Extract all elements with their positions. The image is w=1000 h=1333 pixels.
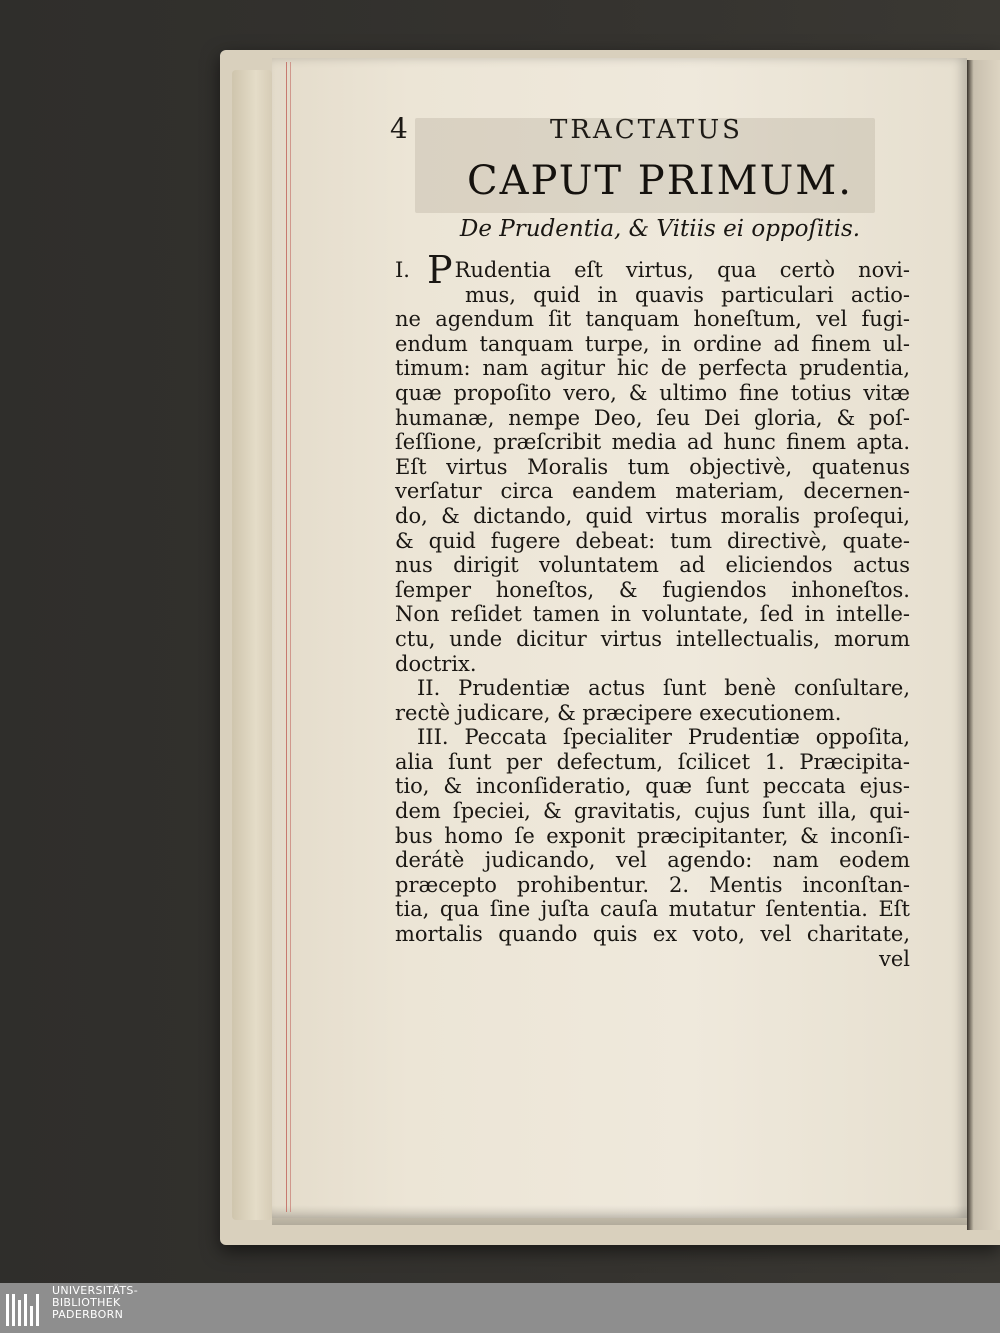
text-line: II. Prudentiæ actus ſunt benè conſultare, [417, 676, 910, 701]
text-line: Non reſidet tamen in voluntate, ſed in intelle- [395, 602, 910, 627]
logo-line: UNIVERSITÄTS- [52, 1284, 138, 1297]
text-line: ne agendum ſit tanquam honeſtum, vel fugi- [395, 307, 910, 332]
running-head [390, 112, 810, 152]
text-line: timum: nam agitur hic de perfecta prudentia, [395, 356, 910, 381]
text-line: humanæ, nempe Deo, ſeu Dei gloria, & poſ- [395, 405, 910, 430]
text-line: mortalis quando quis ex voto, vel charitate, [395, 922, 910, 947]
text-line: præcepto prohibentur. 2. Mentis inconſtan- [395, 872, 910, 897]
catchword: vel [878, 946, 910, 971]
text-line: do, & dictando, quid virtus moralis proſequi, [395, 503, 910, 528]
text-line: alia ſunt per defectum, ſcilicet 1. Præcipita- [395, 749, 910, 774]
drop-cap: P [427, 248, 453, 292]
red-page-edge [286, 62, 287, 1212]
body-text [395, 248, 910, 971]
page-shadow [272, 1205, 967, 1225]
text-line: tia, qua ſine juſta cauſa mutatur ſententia. Eſt [395, 897, 910, 922]
logo-line: BIBLIOTHEK [52, 1296, 121, 1309]
text-line: ſemper honeſtos, & fugiendos inhoneſtos. [395, 577, 910, 602]
page-number: 4 [390, 112, 408, 145]
text-line: tio, & inconſideratio, quæ ſunt peccata ejus- [395, 774, 910, 799]
text-line: bus homo ſe exponit præcipitanter, & inconſi- [395, 823, 910, 848]
text-line: rectè judicare, & præcipere executionem. [395, 700, 842, 725]
red-page-edge [290, 62, 291, 1212]
running-title: TRACTATUS [550, 115, 743, 145]
text-line: ctu, unde dicitur virtus intellectualis, morum [395, 626, 910, 651]
chapter-subtitle: De Prudentia, & Vitiis ei oppoſitis. [459, 216, 861, 242]
text-line: III. Peccata ſpecialiter Prudentiæ oppoſita, [417, 725, 910, 750]
footer-bar [0, 1283, 1000, 1333]
library-logo-text [52, 1285, 138, 1321]
logo-line: PADERBORN [52, 1308, 124, 1321]
text-line: quæ propoſito vero, & ultimo fine totius vitæ [395, 380, 910, 405]
cover-turn-in [232, 70, 272, 1220]
text-line: Eſt virtus Moralis tum objectivè, quatenus [395, 454, 910, 479]
text-line: derátè judicando, vel agendo: nam eodem [395, 848, 910, 873]
text-line: & quid fugere debeat: tum directivè, quate- [395, 528, 910, 553]
text-line [395, 248, 910, 292]
paragraph-number: I. [395, 258, 410, 282]
line-text: Rudentia eſt virtus, qua certò novi- [454, 258, 910, 282]
library-logo-icon [4, 1290, 44, 1330]
text-line: endum tanquam turpe, in ordine ad finem ul- [395, 331, 910, 356]
text-line: doctrix. [395, 651, 477, 676]
text-line: mus, quid in quavis particulari actio- [465, 282, 910, 307]
facing-page-edge [967, 60, 1000, 1230]
text-line: ſeſſione, præſcribit media ad hunc finem apta. [395, 430, 910, 455]
chapter-title: CAPUT PRIMUM. [467, 158, 853, 204]
text-line: nus dirigit voluntatem ad eliciendos actus [395, 553, 910, 578]
text-line: dem ſpeciei, & gravitatis, cujus ſunt illa, qui- [395, 799, 910, 824]
text-line: verſatur circa eandem materiam, decernen- [395, 479, 910, 504]
